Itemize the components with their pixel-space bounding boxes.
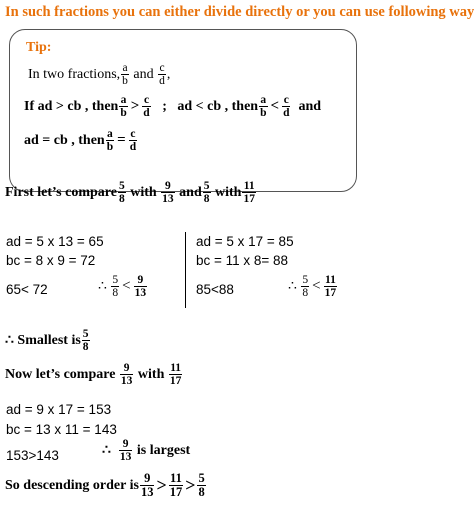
tip-line1-text: In two fractions, [28,66,121,82]
largest-line [102,438,190,463]
left-compare: 65< 72 [6,282,48,297]
tip-line2-and: and [298,98,322,114]
tip-comma: , [166,66,171,82]
tip-label: Tip: [26,40,52,55]
fraction-9-13-desc: $\frac{9}{13}$ [140,471,154,500]
compare1-with-2: with [215,184,242,200]
descending-text: So descending order is [5,477,139,493]
fraction-5-8-desc: $\frac{5}{8}$ [198,471,205,500]
calc2-bc: bc = 13 x 11 = 143 [6,422,117,437]
heading: In such fractions you can either divide directly or you can use following way [5,4,474,20]
right-ad: ad = 5 x 17 = 85 [196,234,294,249]
therefore-symbol-2: ∴ [288,278,297,294]
fraction-11-17-c2: $\frac{11}{17}$ [169,362,182,388]
compare-line-2 [5,362,183,387]
fraction-5-8-left: $\frac{5}{8}$ [112,274,119,300]
column-divider [185,232,186,308]
fraction-11-17: $\frac{11}{17}$ [243,180,255,206]
fraction-5-8-b: $\frac{5}{8}$ [203,180,210,206]
calc2-ad: ad = 9 x 17 = 153 [6,402,112,417]
fraction-11-17-desc: $\frac{11}{17}$ [169,471,183,500]
compare1-and: and [179,184,202,200]
right-conclusion: ∴ $\frac{5}{8}$ < $\frac{11}{17}$ [288,274,337,300]
fraction-c-d: $\frac{c}{d}$ [159,62,165,88]
fraction-c-d-4: $\frac{c}{d}$ [129,128,137,154]
left-ad: ad = 5 x 13 = 65 [6,234,104,249]
right-compare: 85<88 [196,282,234,297]
right-bc: bc = 11 x 8= 88 [196,253,289,268]
tip-line3-prefix: ad = cb , then [24,132,105,148]
fraction-5-8: $\frac{5}{8}$ [118,180,125,206]
fraction-9-13-c2: $\frac{9}{13}$ [120,362,133,388]
tip-line2-prefix: If ad > cb , then [24,98,119,114]
fraction-5-8-smallest: $\frac{5}{8}$ [82,328,89,354]
fraction-a-b-4: $\frac{a}{b}$ [106,128,114,154]
tip-semicolon: ; [162,98,167,114]
therefore-symbol: ∴ [98,278,107,294]
tip-line-3: ad = cb , then $\frac{a}{b}$ = $\frac{c}{d}$ [24,128,137,154]
compare-line-1 [5,180,257,205]
fraction-9-13: $\frac{9}{13}$ [162,180,174,206]
left-conclusion: ∴ $\frac{5}{8}$ < $\frac{9}{13}$ [98,274,147,300]
calc2-compare: 153>143 [6,448,59,463]
descending-line: So descending order is $\frac{9}{13}$ > $\frac{11}{17}$ > $\frac{5}{8}$ [5,471,205,500]
tip-and: and [133,66,154,82]
compare1-with: with [130,184,157,200]
tip-line-1 [28,62,170,87]
compare1-text: First let’s compare [5,184,117,200]
smallest-text: ∴ Smallest is [5,332,81,348]
smallest-line [5,328,91,353]
left-bc: bc = 8 x 9 = 72 [6,253,96,268]
largest-text: is largest [136,442,191,458]
fraction-5-8-right: $\frac{5}{8}$ [302,274,309,300]
compare2-text: Now let’s compare [5,366,116,382]
fraction-9-13-largest: $\frac{9}{13}$ [119,438,132,464]
tip-line2-mid: ad < cb , then [177,98,259,114]
fraction-a-b: $\frac{a}{b}$ [122,62,128,88]
fraction-c-d-2: $\frac{c}{d}$ [143,94,150,120]
fraction-11-17-right: $\frac{11}{17}$ [324,274,337,300]
fraction-a-b-2: $\frac{a}{b}$ [120,94,127,120]
compare2-with: with [137,366,165,382]
fraction-9-13-left: $\frac{9}{13}$ [134,274,147,300]
therefore-symbol-3: ∴ [102,442,111,458]
fraction-a-b-3: $\frac{a}{b}$ [260,94,267,120]
tip-line-2: If ad > cb , then $\frac{a}{b}$ > $\frac{c}{d}$ ; ad < cb , then $\frac{a}{b}$ < $\frac{c}{d}$ and [24,94,322,120]
fraction-c-d-3: $\frac{c}{d}$ [283,94,290,120]
